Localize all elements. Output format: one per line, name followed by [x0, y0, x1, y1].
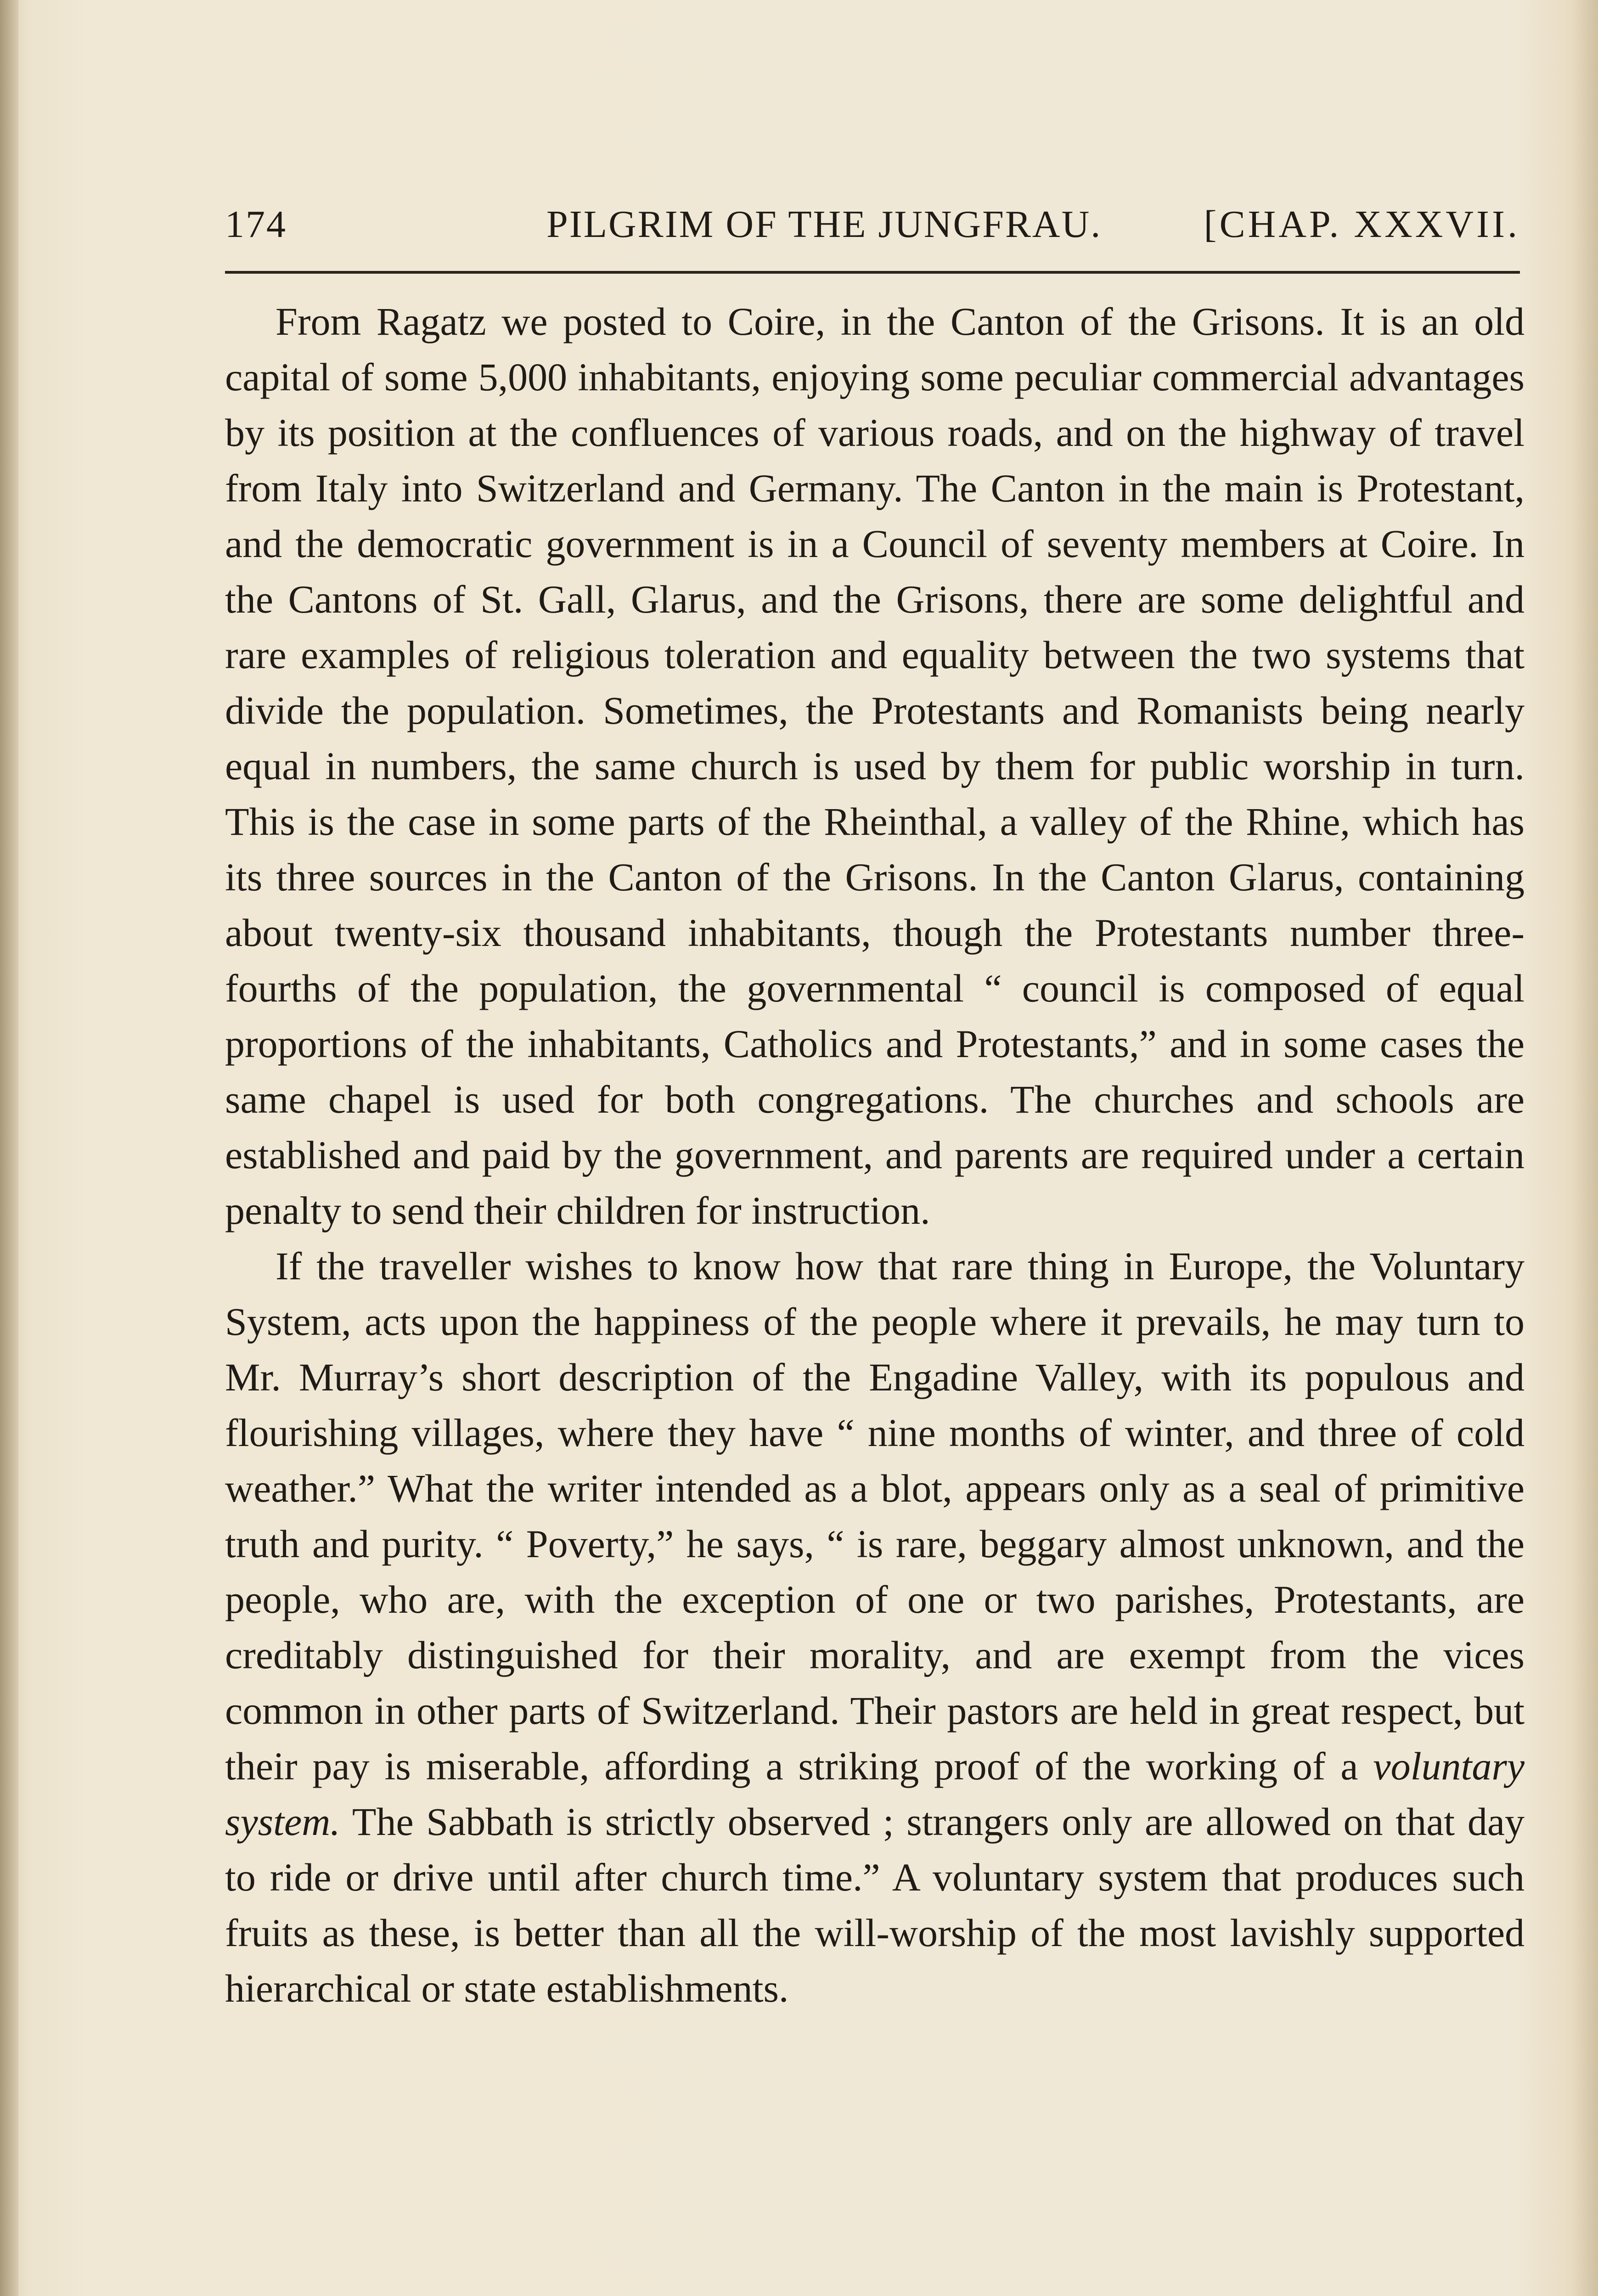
paragraph-1 [225, 294, 1525, 1238]
paragraph-2-italic: voluntary system. [225, 1744, 1525, 1844]
header-rule [225, 271, 1520, 274]
paragraph-2-text-before: If the traveller wishes to know how that rare thing in Europe, the Voluntary System, acts upon the happiness of the people where it prevails, he may turn to Mr. Murray’s short description of the Engadine Valley, with its populous and flourishing villages, where they have “ nine months of winter, and three of cold weather.” What the writer intended as a blot, appears only as a seal of primitive truth and purity. “ Poverty,” he says, “ is rare, beggary almost unknown, and the people, who are, with the exception of one or two parishes, Protestants, are creditably distinguished for their morality, and are exempt from the vices common in other parts of Switzerland. Their pastors are held in great respect, but their pay is miserable, affording a striking proof of the working of a [225, 1244, 1525, 1788]
body-text [225, 294, 1525, 2016]
paragraph-2-text-after: The Sabbath is strictly observed ; strangers only are allowed on that day to ride or drive until after church time.” A voluntary system that produces such fruits as these, is better than all the will-worship of the most lavishly supported hierarchical or state establishments. [225, 1800, 1525, 2010]
page-number: 174 [225, 203, 287, 246]
running-header [225, 202, 1520, 257]
paragraph-1-text: From Ragatz we posted to Coire, in the Canton of the Grisons. It is an old capital of some 5,000 inhabitants, enjoying some peculiar commercial advantages by its position at the confluences of various roads, and on the highway of travel from Italy into Switzerland and Germany. The Canton in the main is Protestant, and the democratic government is in a Council of seventy members at Coire. In the Cantons of St. Gall, Glarus, and the Grisons, there are some delightful and rare examples of religious toleration and equality between the two systems that divide the population. Sometimes, the Protestants and Romanists being nearly equal in numbers, the same church is used by them for public worship in turn. This is the case in some parts of the Rheinthal, a valley of the Rhine, which has its three sources in the Canton of the Grisons. In the Canton Glarus, containing about twenty-six thousand inhabitants, though the Protestants number three-fourths of the population, the governmental “ council is composed of equal proportions of the inhabitants, Catholics and Protestants,” and in some cases the same chapel is used for both congregations. The churches and schools are established and paid by the government, and parents are required under a certain penalty to send their children for instruction. [225, 299, 1525, 1232]
running-title: PILGRIM OF THE JUNGFRAU. [546, 203, 1102, 246]
chapter-label: [CHAP. XXXVII. [1204, 203, 1520, 246]
paragraph-2 [225, 1238, 1525, 2016]
page-gutter [0, 0, 18, 2296]
